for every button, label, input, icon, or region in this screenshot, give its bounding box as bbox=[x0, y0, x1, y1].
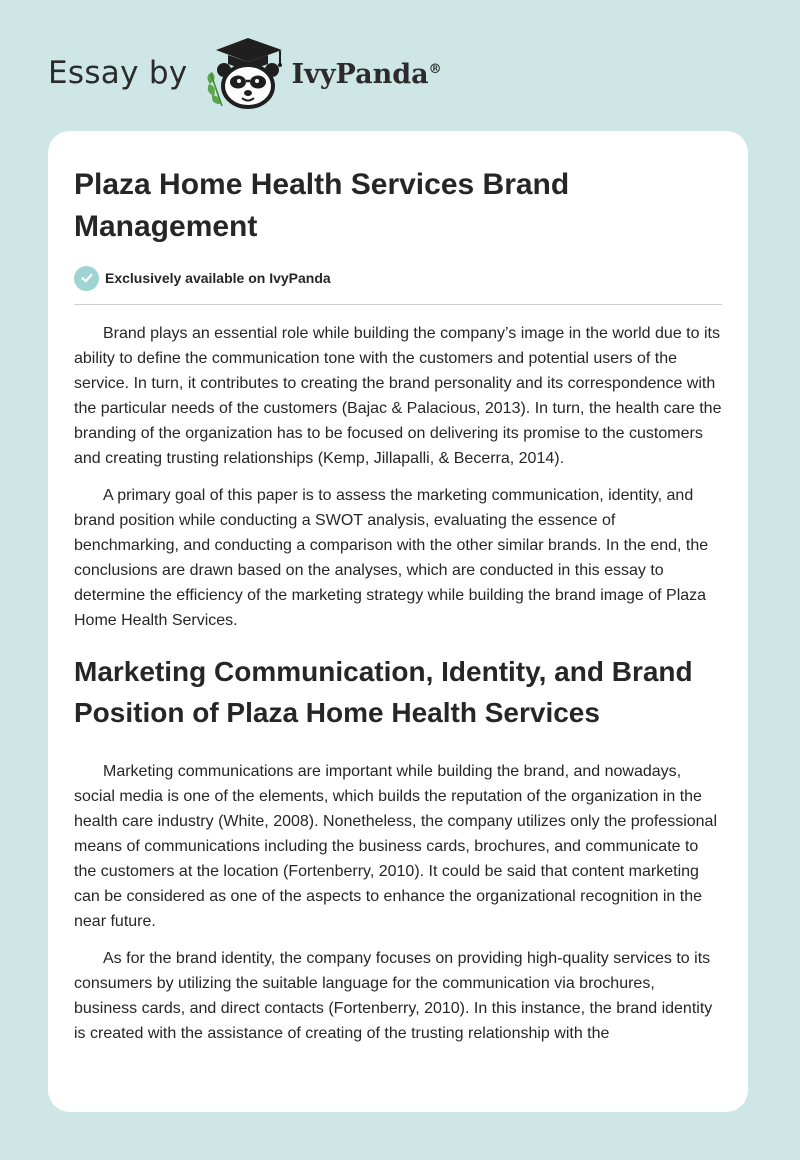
article-card bbox=[48, 131, 748, 1112]
paragraph: Marketing communications are important while building the brand, and nowadays, social media is one of the elements, which builds the reputation of the organization in the health care industry (White, 2008). Nonetheless, the company utilizes only the professional means of communications including the business cards, brochures, and communicate to the customers at the location (Fortenberry, 2010). It could be said that content marketing can be considered as one of the aspects to enhance the organizational recognition in the near future. bbox=[74, 763, 718, 930]
essay-by-label: Essay by bbox=[48, 55, 188, 91]
divider bbox=[74, 304, 722, 305]
page-title: Plaza Home Health Services Brand Management bbox=[74, 168, 570, 243]
brand-name[interactable] bbox=[292, 59, 442, 90]
check-icon bbox=[74, 266, 99, 291]
paragraph: As for the brand identity, the company focuses on providing high-quality services to its consumers by utilizing the suitable language for the communication via brochures, business cards, and direct contacts (Fortenberry, 2010). In this instance, the brand identity is created with the assistance of creating of the trusting relationship with the bbox=[74, 950, 713, 1042]
site-header bbox=[48, 34, 442, 110]
panda-logo-icon[interactable] bbox=[202, 34, 288, 110]
section-heading: Marketing Communication, Identity, and Brand Position of Plaza Home Health Services bbox=[74, 656, 693, 728]
paragraph: Brand plays an essential role while building the company’s image in the world due to its ability to define the communication tone with the customers and potential users of the service. In turn, it contributes to creating the brand personality and its correspondence with the particular needs of the customers (Bajac & Palacious, 2013). In turn, the health care the branding of the organization has to be focused on delivering its promise to the customers and creating trusting relationships (Kemp, Jillapalli, & Becerra, 2014). bbox=[74, 325, 722, 467]
paragraph: A primary goal of this paper is to assess the marketing communication, identity, and brand position while conducting a SWOT analysis, evaluating the essence of benchmarking, and conducting a comparison with the other similar brands. In the end, the conclusions are drawn based on the analyses, which are conducted in this essay to determine the efficiency of the marketing strategy while building the brand image of Plaza Home Health Services. bbox=[74, 487, 709, 629]
registered-mark: ® bbox=[428, 61, 442, 77]
exclusive-badge bbox=[74, 264, 722, 292]
exclusive-label: Exclusively available on IvyPanda bbox=[105, 270, 331, 286]
brand-name-text: IvyPanda bbox=[291, 58, 429, 90]
